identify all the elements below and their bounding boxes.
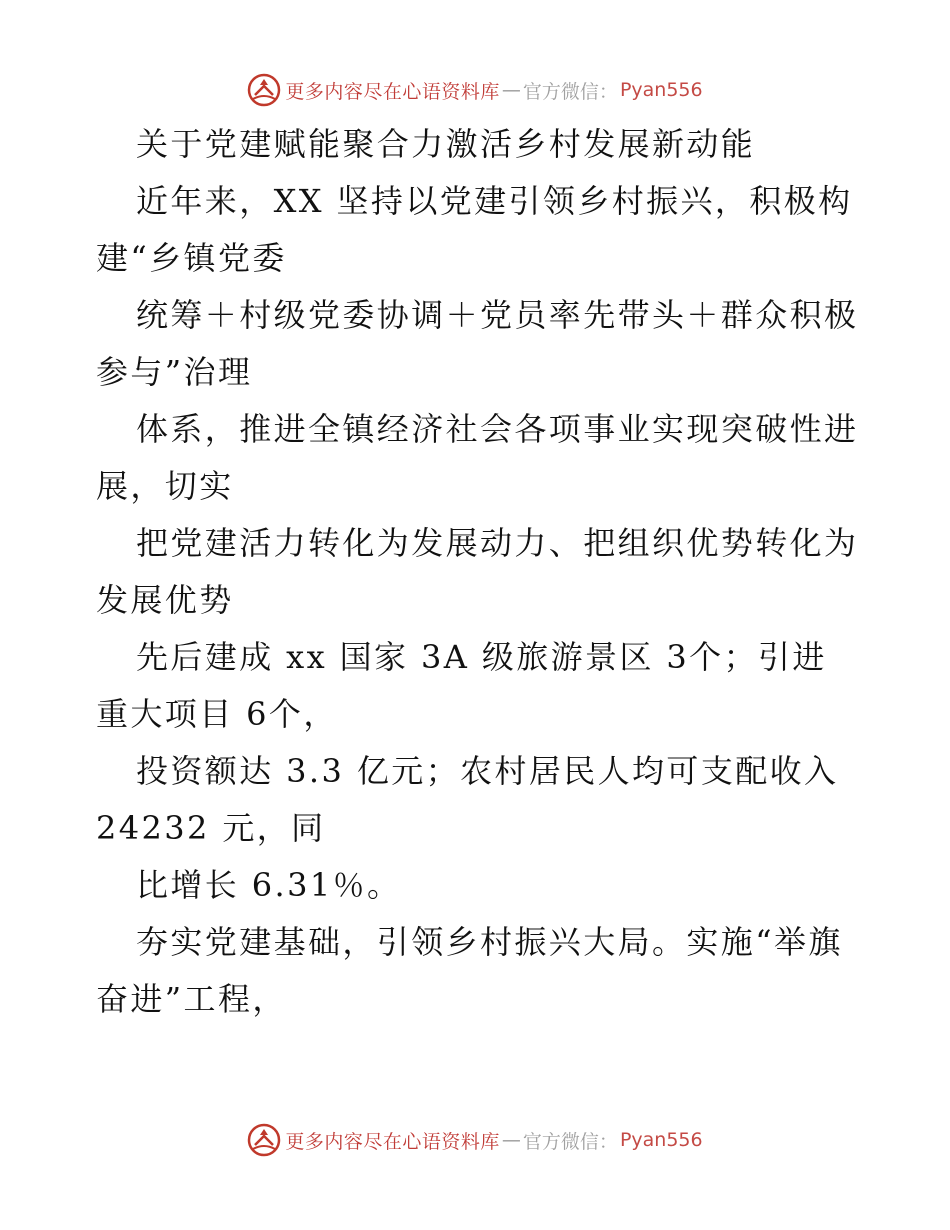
watermark-main-text: 更多内容尽在心语资料库 xyxy=(285,1130,500,1153)
text-line: 夯实党建基础，引领乡村振兴大局。实施“举旗 xyxy=(136,923,843,961)
book-pen-logo-icon xyxy=(247,73,281,107)
text-line: 展，切实 xyxy=(96,467,234,505)
text-line: 近年来，XX 坚持以党建引领乡村振兴，积极构 xyxy=(136,182,853,220)
text-line: 把党建活力转化为发展动力、把组织优势转化为 xyxy=(136,524,859,562)
watermark-separator: — xyxy=(501,79,521,101)
text-line: 统筹＋村级党委协调＋党员率先带头＋群众积极 xyxy=(136,296,859,334)
text-line: 重大项目 6个， xyxy=(96,695,338,733)
watermark-main-text: 更多内容尽在心语资料库 xyxy=(285,80,500,103)
text-line: 关于党建赋能聚合力激活乡村发展新动能 xyxy=(136,125,756,163)
text-line: 建“乡镇党委 xyxy=(96,239,287,277)
text-line: 发展优势 xyxy=(96,581,234,619)
watermark-label: 官方微信： xyxy=(522,80,618,103)
text-line: 24232 元，同 xyxy=(96,809,326,847)
document-body xyxy=(96,116,866,1028)
text-line: 体系，推进全镇经济社会各项事业实现突破性进 xyxy=(136,410,859,448)
text-line: 参与”治理 xyxy=(96,353,253,391)
watermark-label: 官方微信： xyxy=(522,1130,618,1153)
book-pen-logo-icon xyxy=(247,1123,281,1157)
header-watermark xyxy=(0,70,950,110)
text-line: 比增长 6.31％。 xyxy=(136,866,402,904)
watermark-separator: — xyxy=(501,1129,521,1151)
watermark-wechat-id: Pyan556 xyxy=(619,79,703,101)
footer-watermark xyxy=(0,1120,950,1160)
text-line: 奋进”工程， xyxy=(96,980,287,1018)
text-line: 投资额达 3.3 亿元；农村居民人均可支配收入 xyxy=(136,752,839,790)
text-line: 先后建成 xx 国家 3A 级旅游景区 3个；引进 xyxy=(136,638,827,676)
watermark-wechat-id: Pyan556 xyxy=(619,1129,703,1151)
